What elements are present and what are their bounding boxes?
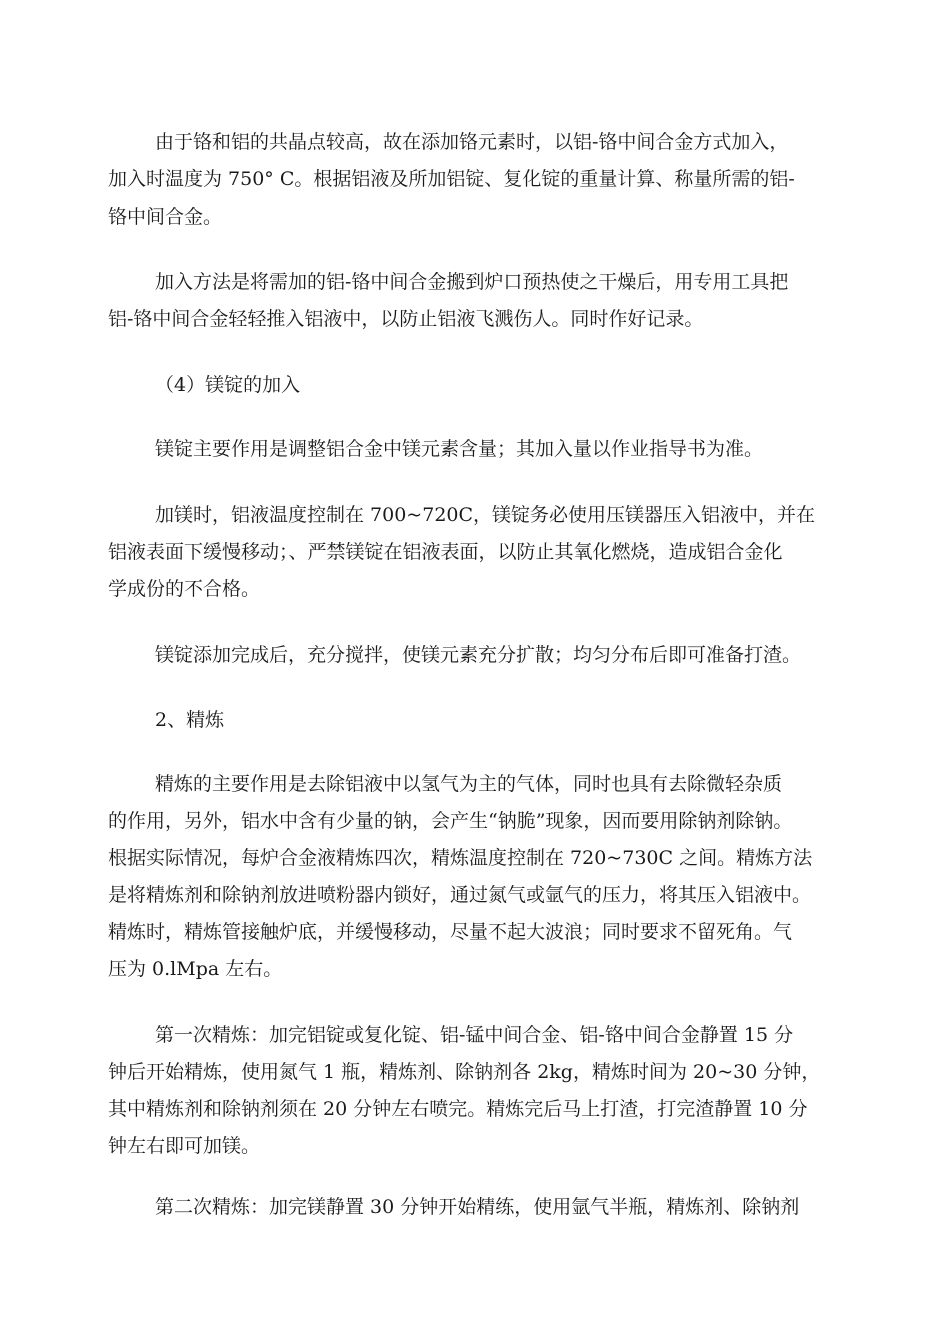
text-line: 镁锭添加完成后，充分搅拌，使镁元素充分扩散；均匀分布后即可准备打渣。 [155,644,802,666]
text-line: 的作用，另外，铝水中含有少量的钠，会产生“钠脆”现象，因而要用除钠剂除钠。 [108,810,793,832]
section-heading: （4）镁锭的加入 [155,374,301,396]
text-line: 钟左右即可加镁。 [108,1135,261,1157]
text-line: 加入方法是将需加的铝-铬中间合金搬到炉口预热使之干燥后，用专用工具把 [155,271,789,293]
text-line: 第一次精炼：加完铝锭或复化锭、铝-锰中间合金、铝-铬中间合金静置 15 分 [155,1024,794,1046]
text-line: 镁锭主要作用是调整铝合金中镁元素含量；其加入量以作业指导书为准。 [155,438,764,460]
text-line: 是将精炼剂和除钠剂放进喷粉器内锁好，通过氮气或氩气的压力，将其压入铝液中。 [108,884,812,906]
text-line: 精炼时，精炼管接触炉底，并缓慢移动，尽量不起大波浪；同时要求不留死角。气 [108,921,793,943]
text-line: 铝液表面下缓慢移动；、严禁镁锭在铝液表面，以防止其氧化燃烧，造成铝合金化 [108,541,783,563]
text-line: 学成份的不合格。 [108,578,261,600]
text-line: 铝-铬中间合金轻轻推入铝液中，以防止铝液飞溅伤人。同时作好记录。 [108,308,704,330]
text-line: 根据实际情况，每炉合金液精炼四次，精炼温度控制在 720~730C 之间。精炼方法 [108,847,813,869]
text-line: 加入时温度为 750° C。根据铝液及所加铝锭、复化锭的重量计算、称量所需的铝- [108,168,795,190]
text-line: 钟后开始精炼，使用氮气 1 瓶，精炼剂、除钠剂各 2kg，精炼时间为 20~30 分钟， [108,1061,821,1083]
text-line: 压为 0.lMpa 左右。 [108,958,283,980]
text-line: 其中精炼剂和除钠剂须在 20 分钟左右喷完。精炼完后马上打渣，打完渣静置 10 分 [108,1098,808,1120]
text-line: 由于铬和铝的共晶点较高，故在添加铬元素时，以铝-铬中间合金方式加入， [155,131,789,153]
section-heading: 2、精炼 [155,709,225,731]
text-line: 第二次精炼：加完镁静置 30 分钟开始精练，使用氩气半瓶，精炼剂、除钠剂 [155,1196,800,1218]
text-line: 加镁时，铝液温度控制在 700~720C，镁锭务必使用压镁器压入铝液中，并在 [155,504,816,526]
text-line: 铬中间合金。 [108,206,223,228]
text-line: 精炼的主要作用是去除铝液中以氢气为主的气体，同时也具有去除微轻杂质 [155,773,783,795]
